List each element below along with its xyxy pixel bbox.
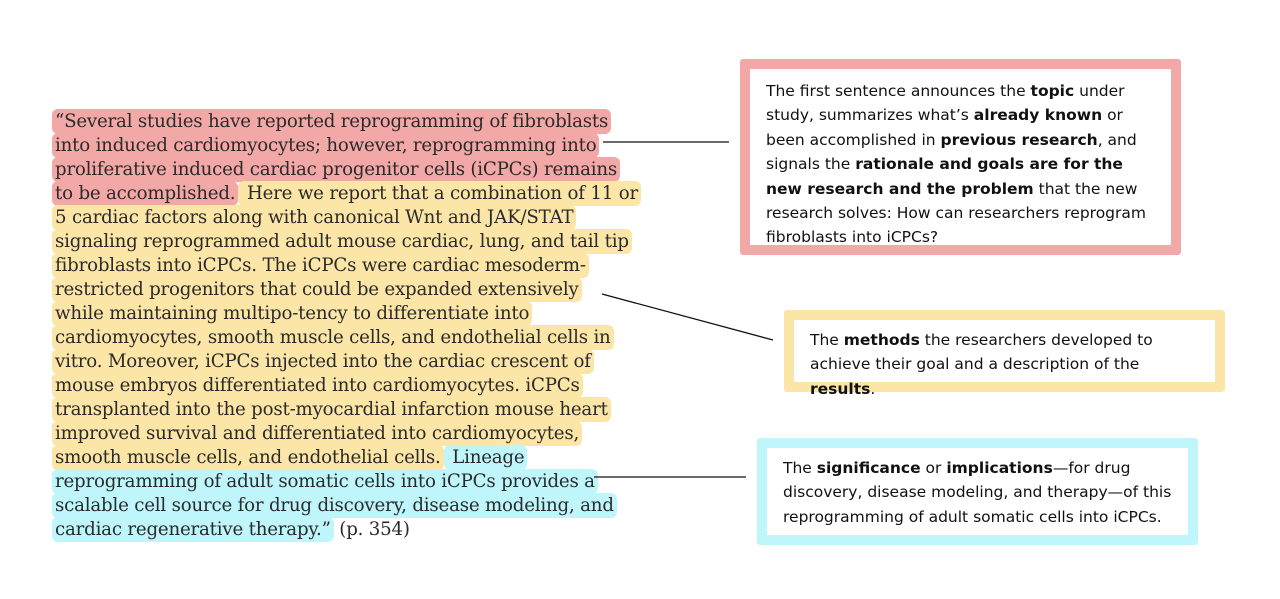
- highlight-significance: reprogramming of adult somatic cells into iCPCs provides a: [52, 469, 598, 494]
- highlight-methods: fibroblasts into iCPCs. The iCPCs were cardiac mesoderm-: [52, 253, 589, 278]
- highlight-topic: proliferative induced cardiac progenitor cells (iCPCs) remains: [52, 157, 620, 182]
- highlight-methods: mouse embryos differentiated into cardiomyocytes. iCPCs: [52, 373, 583, 398]
- topic-text: that the new research solves: How can researchers reprogram fibroblasts into iCPCs?: [766, 179, 1146, 247]
- methods-annotation-box: [784, 310, 1225, 398]
- topic-keyword: topic: [1030, 82, 1075, 100]
- highlight-topic: into induced cardiomyocytes; however, reprogramming into: [52, 133, 599, 158]
- previous-research-keyword: previous research: [940, 130, 1098, 149]
- topic-text: or been accomplished in: [766, 106, 1123, 149]
- significance-text: —for drug discovery, disease modeling, and therapy—of this reprogramming of adult somatic cells into iCPCs.: [783, 459, 1172, 526]
- highlight-methods: cardiomyocytes, smooth muscle cells, and endothelial cells in: [52, 325, 614, 350]
- highlight-methods: 5 cardiac factors along with canonical Wnt and JAK/STAT: [52, 205, 576, 230]
- highlight-methods: smooth muscle cells, and endothelial cells.: [52, 445, 444, 470]
- connector-methods: [602, 294, 773, 340]
- significance-annotation-box: [757, 438, 1198, 545]
- implications-keyword: implications: [946, 459, 1053, 477]
- significance-keyword: significance: [816, 459, 921, 477]
- already-known-keyword: already known: [973, 106, 1103, 125]
- highlight-significance: scalable cell source for drug discovery, disease modeling, and: [52, 493, 617, 518]
- highlight-methods: signaling reprogrammed adult mouse cardiac, lung, and tail tip: [52, 229, 632, 254]
- methods-text: .: [870, 379, 876, 398]
- significance-text: The: [783, 459, 817, 477]
- highlight-methods: transplanted into the post-myocardial infarction mouse heart: [52, 397, 611, 422]
- methods-text: The: [810, 331, 844, 349]
- highlight-methods: improved survival and differentiated into cardiomyocytes,: [52, 421, 582, 446]
- page-citation: (p. 354): [333, 519, 410, 540]
- results-keyword: results: [810, 379, 871, 398]
- topic-text: , and signals the: [766, 130, 1137, 174]
- highlight-topic: “Several studies have reported reprogramming of fibroblasts: [52, 109, 611, 134]
- highlight-methods: restricted progenitors that could be expanded extensively: [52, 277, 582, 302]
- significance-text: or: [920, 459, 947, 477]
- rationale-keyword: rationale and goals are for the new research and the problem: [766, 155, 1123, 198]
- highlight-methods: Here we report that a combination of 11 or: [238, 181, 641, 206]
- topic-text: under study, summarizes what’s: [766, 82, 1125, 125]
- highlight-significance: Lineage: [444, 445, 528, 470]
- topic-annotation-box: [740, 59, 1181, 255]
- highlight-methods: while maintaining multipo-tency to differentiate into: [52, 301, 532, 326]
- highlight-topic: to be accomplished.: [52, 181, 238, 206]
- methods-text: the researchers developed to achieve their goal and a description of the: [810, 331, 1153, 374]
- methods-keyword: methods: [843, 331, 920, 349]
- topic-text: The first sentence announces the: [766, 82, 1031, 100]
- highlight-methods: vitro. Moreover, iCPCs injected into the cardiac crescent of: [52, 349, 594, 374]
- highlight-significance: cardiac regenerative therapy.”: [52, 517, 334, 542]
